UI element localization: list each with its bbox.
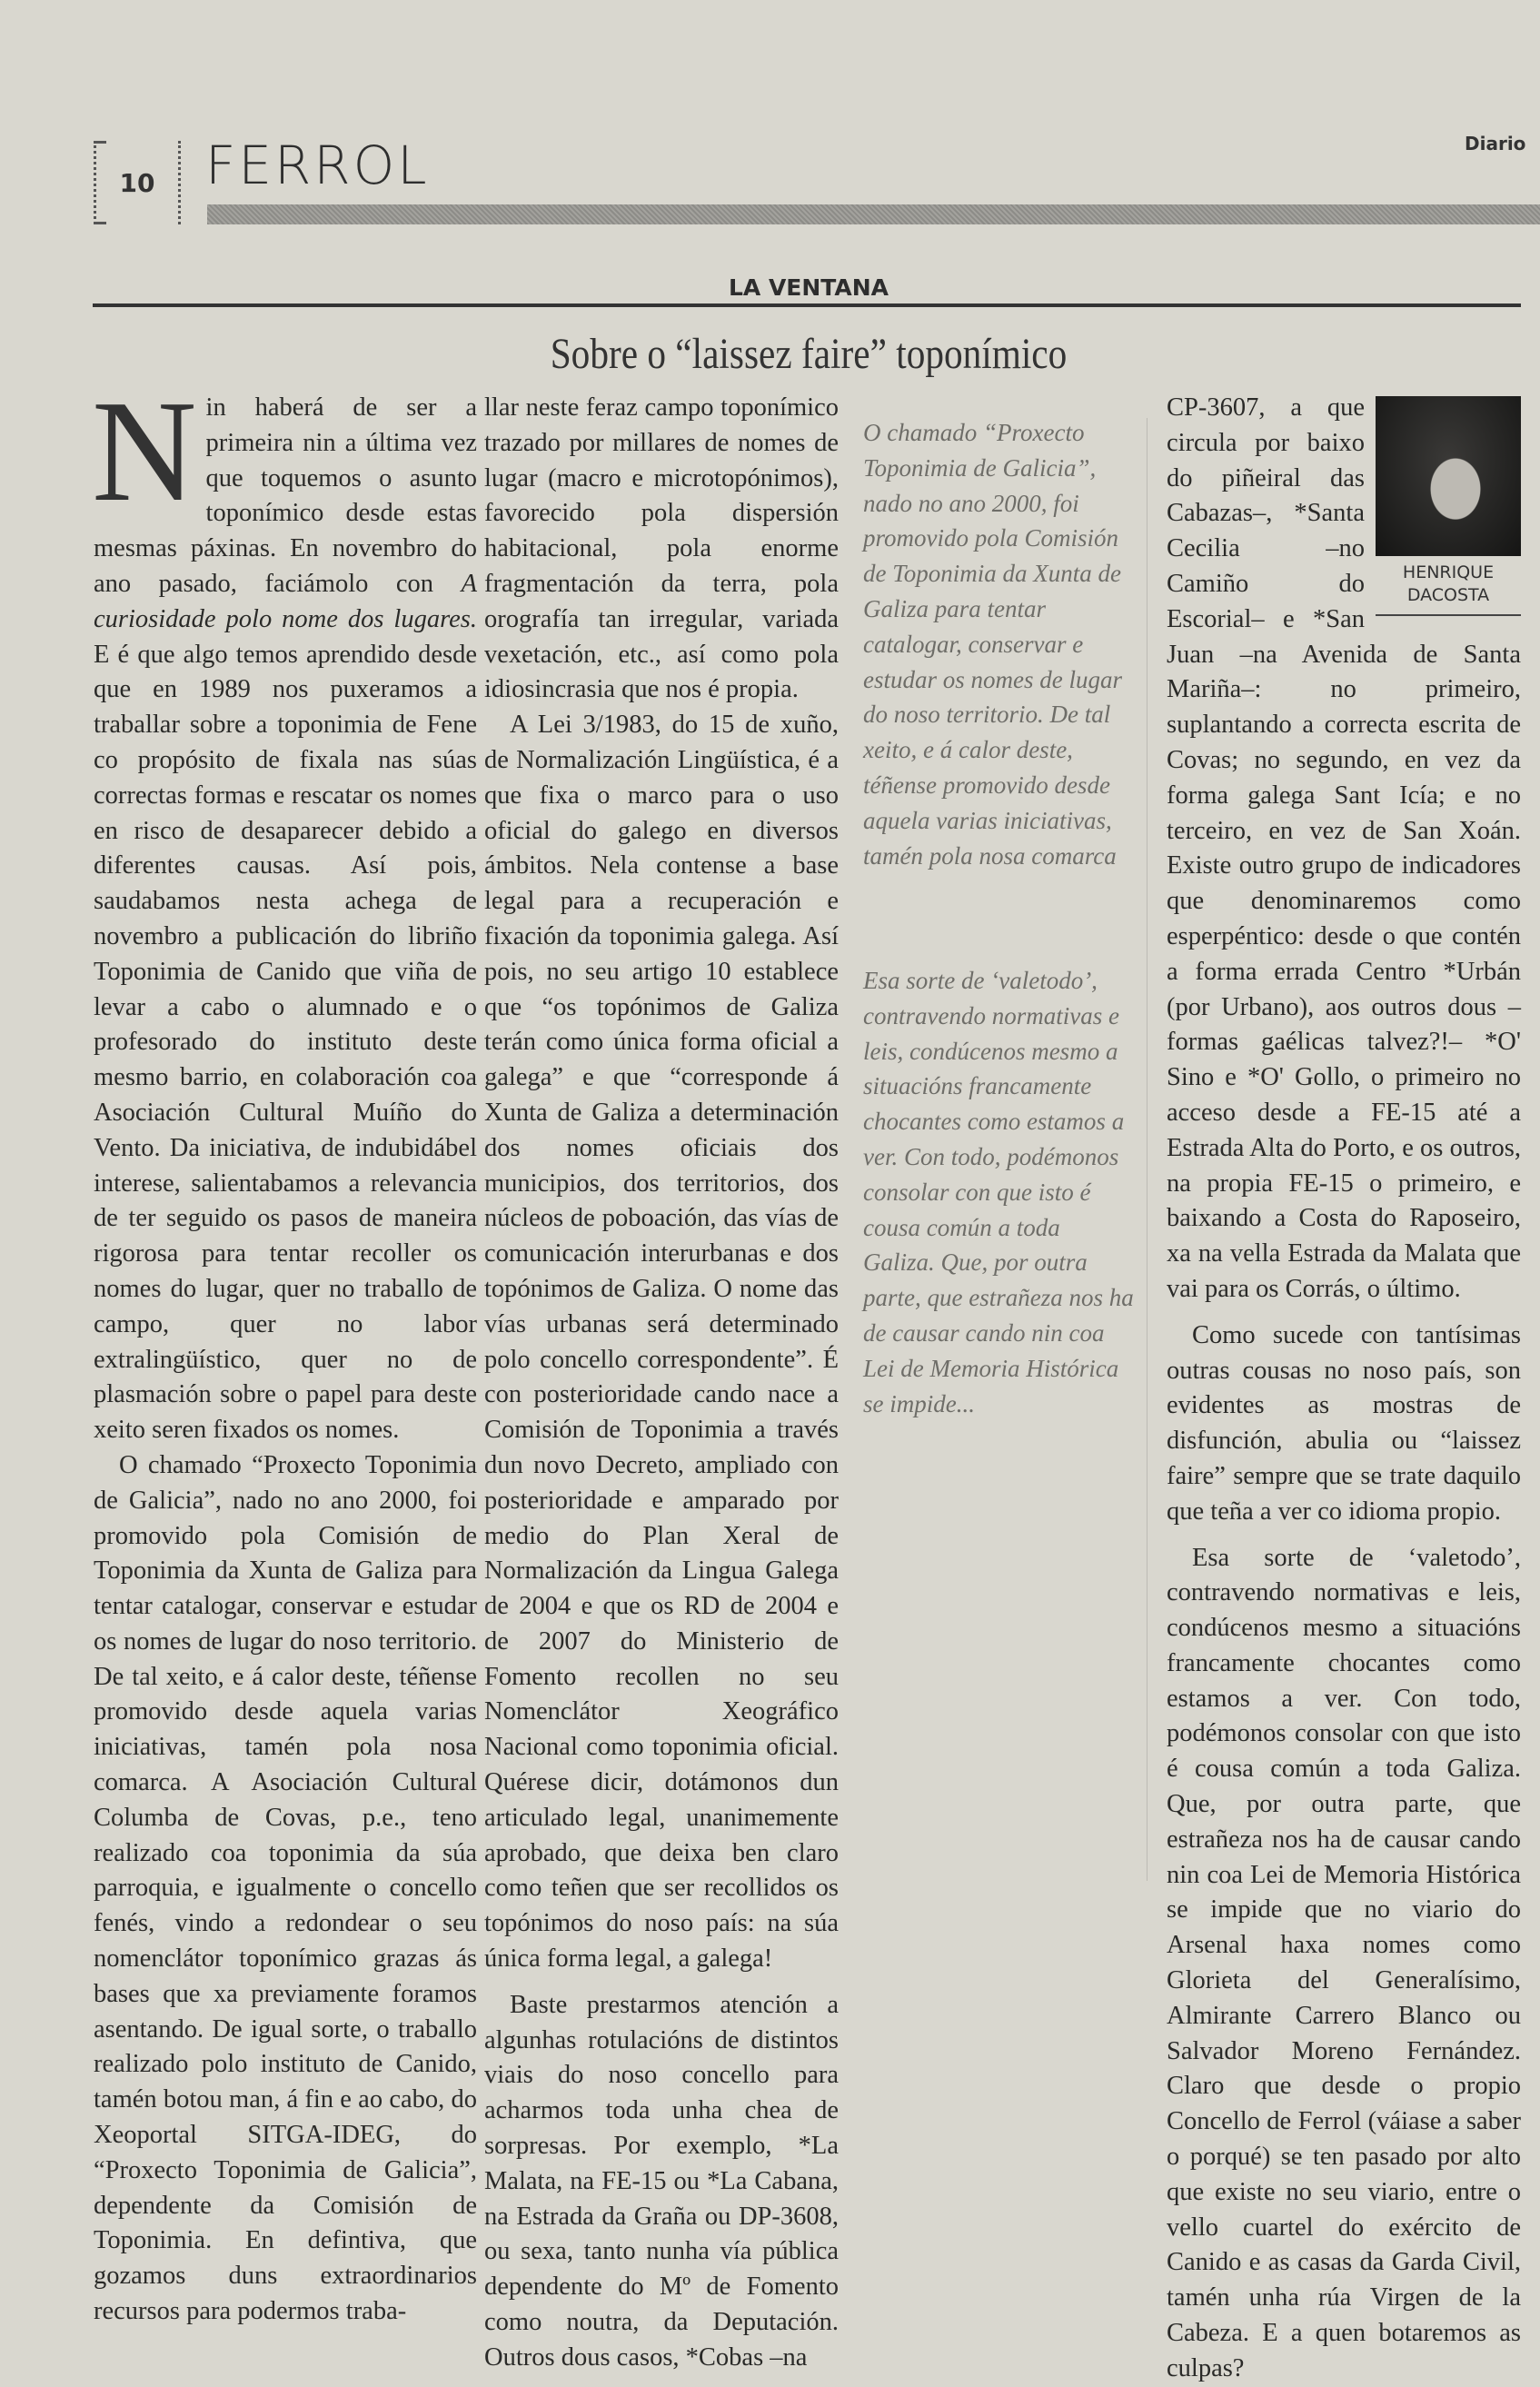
text-column-4 (1167, 391, 1521, 2387)
column-kicker: LA VENTANA (728, 274, 889, 301)
pull-quote: Esa sorte de ‘valetodo’, contravendo normativas e leis, condúcenos mesmo a situacións francamente chocantes como estamos a ver. Con todo, podémonos consolar con que isto é cousa común a toda Galiza. Que, por outra parte, que estrañeza nos ha de causar cando nin coa Lei de Memoria Histórica se impide... (863, 967, 1134, 1417)
paragraph: CP-3607, a que circula por baixo do piñeiral das Cabazas–, *Santa Cecilia –no Camiño do Escorial– e *San Juan –na Avenida de Santa Mariña–: no primeiro, suplantando a correcta escrita de Covas; no segundo, en vez da forma galega Sant Icía; e no terceiro, en vez de San Xoán. Existe outro grupo de indicadores que denominaremos como esperpéntico: desde o que contén a forma errada Centro *Urbán (por Urbano), aos outros dous –formas gaélicas talvez?!– *O' Sino e *O' Gollo, o primeiro no acceso desde a FE-15 até a Estrada Alta do Porto, e os outros, na propia FE-15 o primeiro, e baixando a Costa do Raposeiro, xa na vella Estrada da Malata que vai para os Corrás, o último. (1167, 393, 1521, 1303)
page-number: 10 (119, 168, 155, 198)
author-photo-block (1376, 396, 1521, 616)
paragraph: O chamado “Proxecto Toponimia de Galicia”, nado no ano 2000, foi promovido pola Comisión de Toponimia da Xunta de Galiza para tentar catalogar, conservar e estudar os nomes de lugar do noso territorio. De tal xeito, e á calor deste, téñense promovido desde aquela varias iniciativas, tamén pola nosa comarca. A Asociación Cultural Columba de Covas, p.e., teno realizado coa toponimia da súa parroquia, e igualmente o concello fenés, vindo a redondear o seu nomenclátor toponímico grazas ás bases que xa previamente foramos asentando. De igual sorte, o traballo realizado polo instituto de Canido, tamén botou man, á fin e ao cabo, do Xeoportal SITGA-IDEG, do “Proxecto Toponimia de Galicia”, dependente da Comisión de Toponimia. En defintiva, que gozamos duns extraordinarios recursos para podermos traba- (94, 1450, 477, 2326)
paragraph (92, 370, 477, 1448)
text: E é que algo temos aprendido desde que en 1989 nos puxeramos a traballar sobre a toponimia de Fene co propósito de fixala nas súas correctas formas e rescatar os nomes en risco de desaparecer debido a diferentes causas. Así pois, saudabamos nesta achega de novembro a publicación do libriño Toponimia de Canido que viña de levar a cabo o alumnado e o profesorado do instituto deste mesmo barrio, en colaboración coa Asociación Cultural Muíño do Vento. Da iniciativa, de indubidábel interese, salientabamos a relevancia de ter seguido os pasos de maneira rigorosa para tentar recoller os nomes do lugar, quer no traballo de campo, quer no labor extralingüístico, quer no de plasmación sobre o papel para deste xeito seren fixados os nomes. (94, 640, 477, 1445)
author-byline (1376, 562, 1521, 616)
author-first-name: HENRIQUE (1402, 562, 1495, 582)
section-title: FERROL (205, 134, 430, 196)
drop-cap: N (92, 370, 197, 532)
page-number-box (94, 141, 181, 224)
pull-quote: O chamado “Proxecto Toponimia de Galicia”, nado no ano 2000, foi promovido pola Comisión de Toponimia da Xunta de Galiza para tentar catalogar, conservar e estudar os nomes de lugar do noso territorio. De tal xeito, e á calor deste, téñense promovido desde aquela varias iniciativas, tamén pola nosa comarca (863, 419, 1122, 870)
paragraph: Baste prestarmos atención a algunhas rotulacións de distintos viais do noso concello para acharmos toda unha chea de sorpresas. Por exemplo, *La Malata, na FE-15 ou *La Cabana, na Estrada da Graña ou DP-3608, ou sexa, tanto nunha vía pública dependente do Mº de Fomento como noutra, da Deputación. Outros dous casos, *Cobas –na (484, 1990, 839, 2372)
paragraph: Como sucede con tantísimas outras cousas no noso país, son evidentes as mostras de disfunción, abulia ou “laissez faire” sempre que se trate daquilo que teña a ver co idioma propio. (1167, 1320, 1521, 1526)
article-title: Sobre o “laissez faire” toponímico (550, 330, 1068, 378)
italic-title: A curiosidade polo nome dos lugares. (94, 569, 477, 633)
text-column-1 (92, 370, 477, 2330)
paragraph: A Lei 3/1983, do 15 de xuño, de Normalización Lingüística, é a que fixa o marco para o uso oficial do galego en diversos ámbitos. Nela contense a base legal para a recuperación e fixación da toponimia galega. Así pois, no seu artigo 10 establece que “os topónimos de Galiza terán como única forma oficial a galega” e que “corresponde á Xunta de Galiza a determinación dos nomes oficiais dos municipios, dos territorios, dos núcleos de poboación, das vías de comunicación interurbanas e dos topónimos de Galiza. O nome das vías urbanas será determinado polo concello correspondente”. É con posterioridade cando nace a Comisión de Toponimia a través dun novo Decreto, ampliado con posterioridade e amparado por medio do Plan Xeral de Normalización da Lingua Galega de 2004 e que os RD de 2004 e de 2007 do Ministerio de Fomento recollen no seu Nomenclátor Xeográfico Nacional como toponimia oficial. Quérese dicir, dotámonos dun articulado legal, unanimemente aprobado, que deixa ben claro como teñen que ser recollidos os topónimos do noso país: na súa única forma legal, a galega! (484, 711, 839, 1974)
header-rule (93, 303, 1521, 307)
publication-name: Diario (1465, 133, 1526, 154)
paragraph: Esa sorte de ‘valetodo’, contravendo normativas e leis, condúcenos mesmo a situacións francamente chocantes como estamos a ver. Con todo, podémonos consolar con que isto é cousa común a toda Galiza. Que, por outra parte, que estrañeza nos ha de causar cando nin coa Lei de Memoria Histórica se impide que no viario do Arsenal haxa nomes como Glorieta del Generalísimo, Almirante Carrero Blanco ou Salvador Moreno Fernández. Claro que desde o propio Concello de Ferrol (váiase a saber o porqué) se ten pasado por alto que existe no seu viario, entre o vello cuartel do exército de Canido e as casas da Garda Civil, tamén unha rúa Virgen de la Cabeza. E a quen botaremos as culpas? (1167, 1543, 1521, 2382)
column-divider (1147, 418, 1148, 1881)
header-bar (207, 204, 1540, 224)
author-photo (1376, 396, 1521, 556)
author-last-name: DACOSTA (1406, 585, 1490, 605)
text: in haberá de ser a primeira nin a última vez que toquemos o asunto toponímico desde estas mesmas páxinas. En novembro do ano pasado, faciámolo con (94, 393, 477, 598)
text-column-2 (484, 391, 839, 2376)
paragraph: llar neste feraz campo toponímico trazado por millares de nomes de lugar (macro e microtopónimos), favorecido pola dispersión habitacional, pola enorme fragmentación da terra, pola orografía tan irregular, variada vexetación, etc., así como pola idiosincrasia que nos é propia. (484, 393, 839, 704)
